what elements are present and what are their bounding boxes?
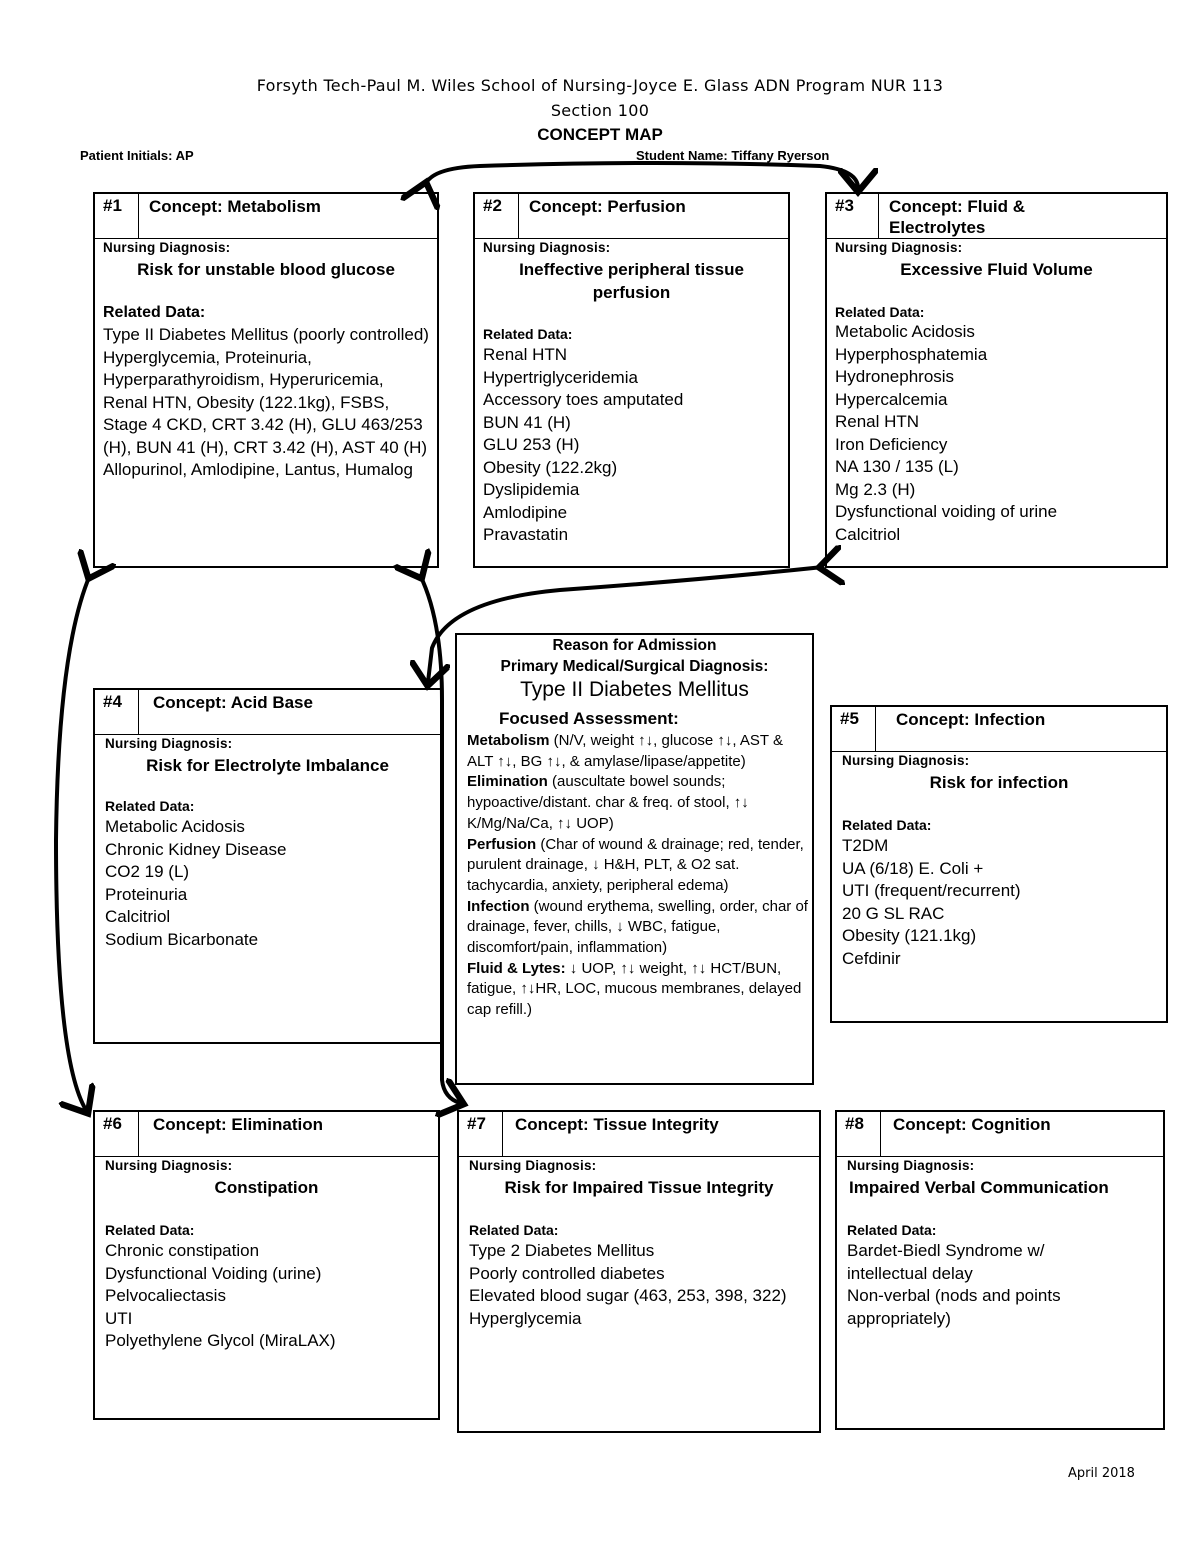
related-data-item: Non-verbal (nods and points appropriately)	[847, 1286, 1061, 1328]
related-data-item: UTI (frequent/recurrent)	[842, 881, 1021, 900]
concept-number: #3	[827, 194, 879, 238]
related-data-label: Related Data:	[105, 1222, 195, 1238]
concept-number: #8	[837, 1112, 881, 1156]
related-data-item: Mg 2.3 (H)	[835, 479, 916, 499]
focused-assessment-label: Focused Assessment:	[499, 709, 679, 728]
concept-number: #4	[95, 690, 139, 734]
arrow-metabolism-tissue	[420, 575, 460, 1103]
related-data-item: Dyslipidemia	[483, 480, 580, 499]
assessment-text: (auscultate bowel sounds; hypoactive/distant. char & freq. of stool, ↑↓ K/Mg/Na/Ca, ↑↓ UOP)	[467, 773, 749, 832]
concept-title: Concept: Fluid & Electrolytes	[889, 197, 1025, 237]
page-title: CONCEPT MAP	[537, 125, 663, 144]
nursing-diagnosis-label: Nursing Diagnosis:	[483, 240, 611, 255]
related-data-item: UTI	[105, 1308, 133, 1328]
concept-number: #2	[475, 194, 519, 238]
nursing-diagnosis-label: Nursing Diagnosis:	[105, 1158, 233, 1173]
related-data-item: Proteinuria	[105, 884, 188, 904]
related-data-item: Metabolic Acidosis	[835, 322, 975, 341]
nursing-diagnosis: Risk for infection	[929, 773, 1069, 792]
nursing-diagnosis: Excessive Fluid Volume	[900, 260, 1093, 279]
concept-title: Concept: Elimination	[153, 1115, 323, 1134]
primary-diagnosis: Type II Diabetes Mellitus	[520, 678, 749, 701]
assessment-term: Perfusion	[467, 835, 537, 853]
assessment-text: ↓ UOP, ↑↓ weight, ↑↓ HCT/BUN, fatigue, ↑↓HR, LOC, mucous membranes, delayed cap refill.)	[467, 959, 802, 1019]
school-program-title: Forsyth Tech-Paul M. Wiles School of Nursing-Joyce E. Glass ADN Program NUR 113	[256, 76, 944, 95]
concept-number: #6	[95, 1112, 139, 1156]
nursing-diagnosis-label: Nursing Diagnosis:	[835, 240, 963, 255]
related-data-item: Bardet-Biedl Syndrome w/ intellectual delay	[847, 1241, 1045, 1283]
related-data-item: Amlodipine	[483, 502, 568, 522]
related-data-item: Accessory toes amputated	[483, 390, 684, 409]
related-data-label: Related Data:	[847, 1222, 937, 1238]
related-data-item: Renal HTN	[835, 412, 920, 431]
related-data-item: Polyethylene Glycol (MiraLAX)	[105, 1331, 336, 1350]
related-data-item: T2DM	[842, 836, 889, 855]
related-data-item: Obesity (121.1kg)	[842, 926, 977, 945]
concept-title: Concept: Metabolism	[149, 197, 321, 216]
related-data-item: Chronic Kidney Disease	[105, 839, 287, 859]
related-data-item: Dysfunctional Voiding (urine)	[105, 1263, 322, 1283]
related-data-item: 20 G SL RAC	[842, 903, 945, 923]
arrow-fluid-acidbase	[428, 567, 823, 682]
student-name: Student Name: Tiffany Ryerson	[636, 148, 830, 163]
related-data-item: Cefdinir	[842, 948, 901, 968]
nursing-diagnosis-label: Nursing Diagnosis:	[847, 1158, 975, 1173]
related-data-label: Related Data:	[835, 304, 925, 320]
related-data-item: Obesity (122.2kg)	[483, 457, 618, 477]
related-data-item: Elevated blood sugar (463, 253, 398, 322)	[469, 1286, 787, 1305]
related-data-label: Related Data:	[469, 1222, 559, 1238]
related-data-label: Related Data:	[842, 817, 932, 833]
related-data-item: Iron Deficiency	[835, 434, 948, 454]
arrow-metabolism-elimination	[56, 575, 90, 1110]
concept-title: Concept: Acid Base	[153, 693, 313, 712]
related-data-item: GLU 253 (H)	[483, 435, 580, 454]
footer-date: April 2018	[1068, 1466, 1135, 1481]
related-data-item: UA (6/18) E. Coli +	[842, 858, 984, 878]
assessment-term: Elimination	[467, 773, 548, 791]
related-data-item: Hypertriglyceridemia	[483, 367, 638, 387]
related-data-item: Calcitriol	[105, 907, 171, 926]
assessment-text: (Char of wound & drainage; red, tender, purulent drainage, ↓ H&H, PLT, & O2 sat. tachycardia, anxiety, peripheral edema)	[467, 835, 804, 894]
concept-title: Concept: Tissue Integrity	[515, 1115, 719, 1134]
nursing-diagnosis-label: Nursing Diagnosis:	[103, 240, 231, 255]
assessment-term: Metabolism	[467, 732, 550, 749]
primary-diagnosis-label: Primary Medical/Surgical Diagnosis:	[500, 658, 769, 675]
assessment-term: Infection	[467, 897, 530, 915]
related-data-label: Related Data:	[483, 326, 573, 342]
related-data-item: Hydronephrosis	[835, 367, 955, 386]
related-data-label: Related Data:	[105, 798, 195, 814]
related-data-item: Type II Diabetes Mellitus (poorly controlled)	[103, 325, 429, 344]
nursing-diagnosis: Constipation	[214, 1178, 319, 1197]
related-data-item: Chronic constipation	[105, 1241, 260, 1260]
related-data-item: BUN 41 (H)	[483, 412, 571, 432]
nursing-diagnosis-label: Nursing Diagnosis:	[842, 753, 970, 768]
related-data-item: Calcitriol	[835, 524, 901, 544]
reason-for-admission-label: Reason for Admission	[552, 637, 717, 654]
related-data-item: Pelvocaliectasis	[105, 1286, 226, 1305]
concept-title: Concept: Perfusion	[529, 197, 686, 216]
related-data-item: CO2 19 (L)	[105, 862, 190, 881]
assessment-term: Fluid & Lytes:	[467, 959, 566, 977]
patient-initials: Patient Initials: AP	[80, 148, 194, 163]
arrow-metabolism-fluid	[425, 163, 858, 188]
related-data-item: Type 2 Diabetes Mellitus	[469, 1241, 655, 1260]
related-data-item: Hyperphosphatemia	[835, 344, 988, 364]
related-data-item: Sodium Bicarbonate	[105, 929, 259, 949]
related-data-item: Renal HTN	[483, 345, 568, 364]
related-data-item: Hyperglycemia, Proteinuria, Hyperparathyroidism, Hyperuricemia, Renal HTN, Obesity (122.1kg), FSBS, Stage 4 CKD, CRT 3.42 (H), GLU 463/253 (H), BUN 41 (H), CRT 3.42 (H), AST 40 (H)	[103, 347, 428, 457]
concept-number: #7	[459, 1112, 503, 1156]
related-data-item: Dysfunctional voiding of urine	[835, 502, 1058, 521]
section-label: Section 100	[550, 101, 650, 120]
nursing-diagnosis: Risk for Electrolyte Imbalance	[146, 756, 389, 775]
nursing-diagnosis-label: Nursing Diagnosis:	[105, 736, 233, 751]
nursing-diagnosis-label: Nursing Diagnosis:	[469, 1158, 597, 1173]
related-data-label: Related Data:	[103, 304, 206, 321]
related-data-item: Allopurinol, Amlodipine, Lantus, Humalog	[103, 460, 413, 479]
concept-number: #5	[832, 707, 876, 751]
nursing-diagnosis: Risk for unstable blood glucose	[137, 260, 395, 279]
nursing-diagnosis: Risk for Impaired Tissue Integrity	[504, 1178, 774, 1197]
related-data-item: NA 130 / 135 (L)	[835, 457, 959, 476]
concept-title: Concept: Cognition	[893, 1115, 1051, 1134]
related-data-item: Hypercalcemia	[835, 389, 948, 409]
nursing-diagnosis: Ineffective peripheral tissue perfusion	[519, 260, 744, 302]
concept-number: #1	[95, 194, 139, 238]
related-data-item: Pravastatin	[483, 525, 569, 544]
related-data-item: Hyperglycemia	[469, 1308, 582, 1328]
concept-title: Concept: Infection	[896, 710, 1046, 729]
assessment-text: (wound erythema, swelling, order, char of drainage, fever, chills, ↓ WBC, fatigue, discomfort/pain, inflammation)	[467, 897, 808, 957]
nursing-diagnosis: Impaired Verbal Communication	[849, 1178, 1109, 1197]
related-data-item: Poorly controlled diabetes	[469, 1263, 665, 1283]
related-data-item: Metabolic Acidosis	[105, 817, 245, 836]
assessment-text: (N/V, weight ↑↓, glucose ↑↓, AST & ALT ↑↓, BG ↑↓, & amylase/lipase/appetite)	[467, 732, 783, 770]
